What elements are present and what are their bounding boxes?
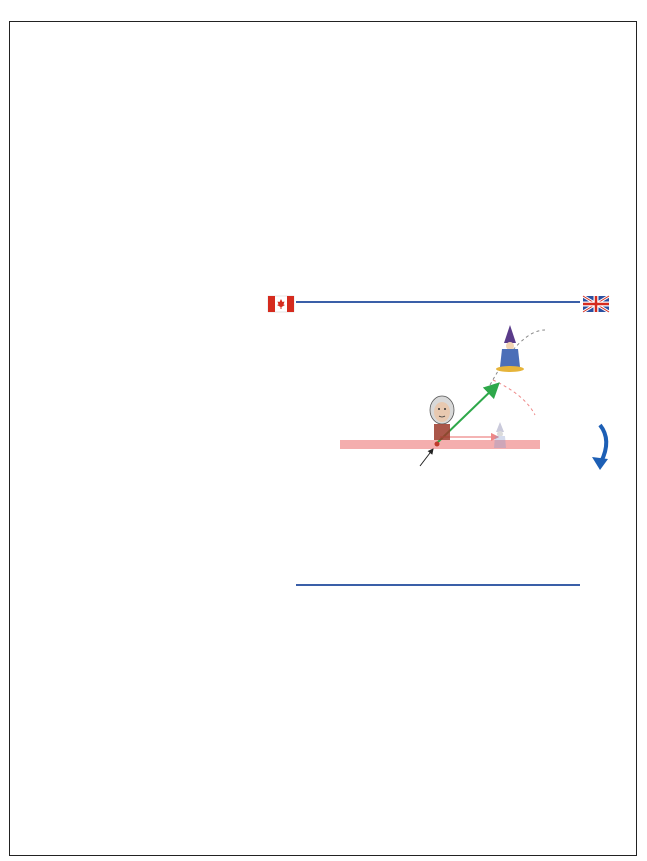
shadow-path-arc [493, 380, 535, 415]
wizard-shadow-icon [494, 422, 506, 448]
union-flag-icon [583, 296, 609, 312]
axis-point [435, 442, 440, 447]
rotation-arrowhead-icon [592, 457, 608, 470]
wizard-icon [496, 325, 524, 372]
peaheir-avatar [430, 396, 454, 440]
clockwise-rotation-arrow [600, 425, 606, 462]
axis-pointer-arrow [420, 449, 433, 466]
canada-flag-icon [268, 296, 294, 312]
